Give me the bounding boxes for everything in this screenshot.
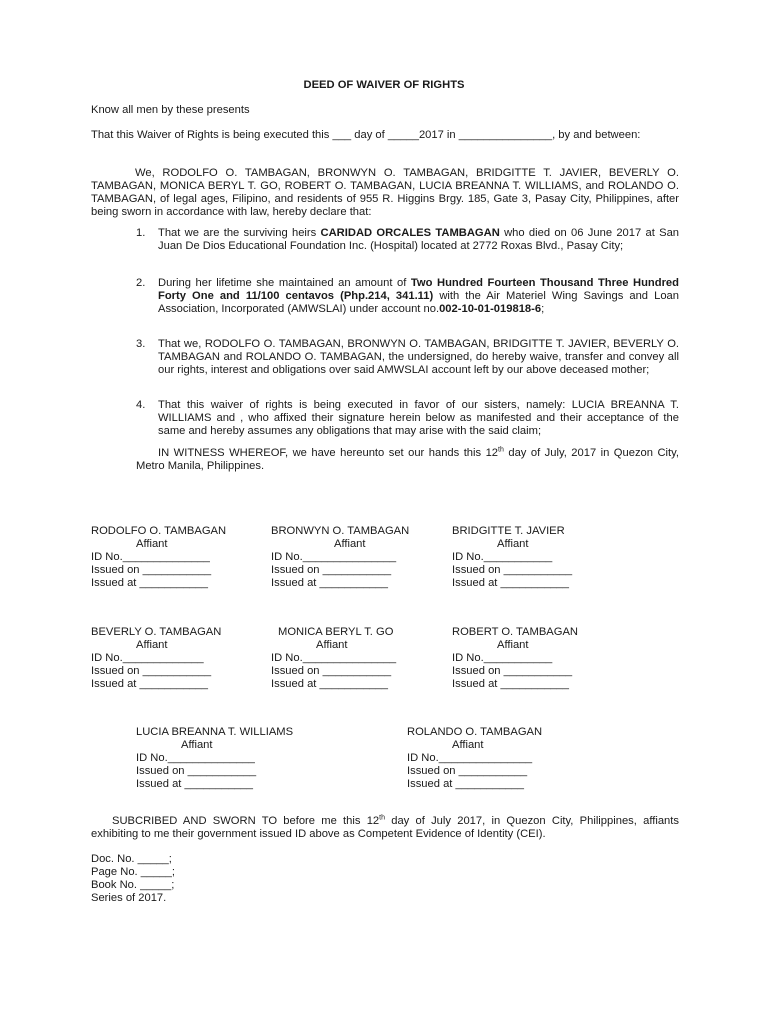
issued-at-label: Issued at xyxy=(91,577,137,589)
issued-at-blank: ___________ xyxy=(184,778,253,790)
text-run: SUBCRIBED AND SWORN TO before me this 12 xyxy=(112,815,380,827)
id-no-line xyxy=(271,652,446,665)
id-no-label: ID No. xyxy=(407,752,439,764)
id-no-line xyxy=(407,752,582,765)
id-no-blank: _____________ xyxy=(122,652,204,664)
id-no-label: ID No. xyxy=(271,652,303,664)
issued-on-label: Issued on xyxy=(91,564,140,576)
id-no-line xyxy=(452,652,627,665)
issued-on-blank: ___________ xyxy=(503,665,573,677)
affiant-label: Affiant xyxy=(136,538,168,550)
issued-at-line xyxy=(271,577,446,590)
issued-at-blank: ___________ xyxy=(500,678,569,690)
id-no-label: ID No. xyxy=(91,551,123,563)
text-run: day of July 2017, in Quezon City, Philippines, affiants exhibiting to me their government issued ID above as Competent Evidence of Identity (CEI). xyxy=(91,815,679,840)
issued-at-label: Issued at xyxy=(452,678,498,690)
issued-on-line xyxy=(452,564,627,577)
document-title: DEED OF WAIVER OF RIGHTS xyxy=(303,79,465,91)
account-number: 002-10-01-019818-6 xyxy=(439,303,542,315)
text-run: ; xyxy=(541,303,545,315)
issued-at-blank: ___________ xyxy=(139,678,208,690)
issued-at-blank: ___________ xyxy=(455,778,524,790)
issued-at-label: Issued at xyxy=(91,678,137,690)
issued-at-blank: ___________ xyxy=(139,577,208,589)
text-run: That we are the surviving heirs xyxy=(158,227,321,239)
id-no-blank: _______________ xyxy=(302,551,397,563)
affiant-label: Affiant xyxy=(497,538,529,550)
deceased-name: CARIDAD ORCALES TAMBAGAN xyxy=(320,227,500,239)
issued-at-line xyxy=(407,778,582,791)
issued-on-blank: ___________ xyxy=(187,765,257,777)
list-item-number: 1. xyxy=(136,227,146,239)
issued-at-blank: ___________ xyxy=(319,577,388,589)
issued-on-label: Issued on xyxy=(452,665,501,677)
jurat-paragraph xyxy=(91,815,679,841)
ordinal-suffix: th xyxy=(498,446,504,454)
signatory-name: MONICA BERYL T. GO xyxy=(278,626,394,638)
id-no-blank: _______________ xyxy=(302,652,397,664)
affiant-label: Affiant xyxy=(334,538,366,550)
id-no-label: ID No. xyxy=(452,551,484,563)
issued-at-line xyxy=(452,678,627,691)
notarial-register xyxy=(91,853,175,905)
page-no-line: Page No. _____; xyxy=(91,866,175,878)
issued-on-blank: ___________ xyxy=(458,765,528,777)
witness-paragraph xyxy=(136,447,679,473)
issued-on-blank: ___________ xyxy=(503,564,573,576)
id-no-blank: ___________ xyxy=(483,652,553,664)
issued-at-line xyxy=(91,678,266,691)
issued-on-line xyxy=(136,765,336,778)
execution-paragraph: That this Waiver of Rights is being executed this ___ day of _____2017 in _______________, by and between: xyxy=(91,129,641,141)
id-no-line xyxy=(271,551,446,564)
text-run: with the Air Materiel Wing Savings and Loan Association, Incorporated (AMWSLAI) under account no. xyxy=(158,290,679,315)
id-no-label: ID No. xyxy=(91,652,123,664)
text-run: day of July, 2017 in Quezon City, Metro Manila, Philippines. xyxy=(136,447,680,472)
signatory-name: BRIDGITTE T. JAVIER xyxy=(452,525,565,537)
issued-on-label: Issued on xyxy=(407,765,456,777)
issued-on-line xyxy=(91,564,266,577)
intro-line: Know all men by these presents xyxy=(91,104,250,116)
issued-at-label: Issued at xyxy=(407,778,453,790)
list-item-text xyxy=(158,227,679,253)
issued-on-label: Issued on xyxy=(452,564,501,576)
id-no-line xyxy=(452,551,627,564)
signatory-name: RODOLFO O. TAMBAGAN xyxy=(91,525,227,537)
signatory-name: BRONWYN O. TAMBAGAN xyxy=(271,525,410,537)
issued-on-line xyxy=(452,665,627,678)
issued-at-label: Issued at xyxy=(136,778,182,790)
doc-no-line: Doc. No. _____; xyxy=(91,853,172,865)
affiant-label: Affiant xyxy=(316,639,348,651)
list-item-number: 4. xyxy=(136,399,146,411)
signature-block-robert xyxy=(452,626,627,691)
id-no-blank: ______________ xyxy=(122,551,210,563)
issued-at-label: Issued at xyxy=(452,577,498,589)
amount-text: Two Hundred Fourteen Thousand Three Hundred Forty One and 11/100 centavos (Php.214, 341.11) xyxy=(158,277,679,302)
list-item-number: 3. xyxy=(136,338,146,350)
declaration-paragraph: We, RODOLFO O. TAMBAGAN, BRONWYN O. TAMBAGAN, BRIDGITTE T. JAVIER, BEVERLY O. TAMBAGAN, MONICA BERYL T. GO, ROBERT O. TAMBAGAN, LUCIA BREANNA T. WILLIAMS, and ROLANDO O. TAMBAGAN, of legal ages, Filipino, and residents of 955 R. Higgins Brgy. 185, Gate 3, Pasay City, Philippines, after being sworn in accordance with law, hereby declare that: xyxy=(91,167,679,218)
signature-block-bronwyn xyxy=(271,525,446,590)
issued-at-line xyxy=(271,678,446,691)
issued-on-blank: ___________ xyxy=(142,665,212,677)
issued-at-label: Issued at xyxy=(271,678,317,690)
issued-on-blank: ___________ xyxy=(322,564,392,576)
text-run: During her lifetime she maintained an amount of xyxy=(158,277,411,289)
id-no-line xyxy=(136,752,336,765)
affiant-label: Affiant xyxy=(136,639,168,651)
issued-at-blank: ___________ xyxy=(319,678,388,690)
signature-block-rolando xyxy=(407,726,582,791)
issued-on-blank: ___________ xyxy=(322,665,392,677)
affiant-label: Affiant xyxy=(181,739,213,751)
issued-at-line xyxy=(136,778,336,791)
issued-on-label: Issued on xyxy=(271,665,320,677)
affiant-label: Affiant xyxy=(497,639,529,651)
list-item-text: That this waiver of rights is being executed in favor of our sisters, namely: LUCIA BREANNA T. WILLIAMS and , who affixed their signature herein below as manifested and their acceptance of the same and hereby assumes any obligations that may arise with the said claim; xyxy=(158,399,679,437)
series-line: Series of 2017. xyxy=(91,892,167,904)
signatory-name: ROBERT O. TAMBAGAN xyxy=(452,626,578,638)
signature-block-monica xyxy=(271,626,446,691)
signature-block-rodolfo xyxy=(91,525,266,590)
issued-on-blank: ___________ xyxy=(142,564,212,576)
issued-on-line xyxy=(271,564,446,577)
affiant-label: Affiant xyxy=(452,739,484,751)
list-item-number: 2. xyxy=(136,277,146,289)
signatory-name: ROLANDO O. TAMBAGAN xyxy=(407,726,543,738)
id-no-blank: ___________ xyxy=(483,551,553,563)
issued-on-line xyxy=(91,665,266,678)
issued-on-label: Issued on xyxy=(271,564,320,576)
id-no-blank: _______________ xyxy=(438,752,533,764)
text-run: who died on 06 June 2017 at San Juan De Dios Educational Foundation Inc. (Hospital) located at 2772 Roxas Blvd., Pasay City; xyxy=(158,227,680,252)
issued-on-label: Issued on xyxy=(136,765,185,777)
issued-at-blank: ___________ xyxy=(500,577,569,589)
signatory-name: LUCIA BREANNA T. WILLIAMS xyxy=(136,726,294,738)
list-item-text: That we, RODOLFO O. TAMBAGAN, BRONWYN O. TAMBAGAN, BRIDGITTE T. JAVIER, BEVERLY O. TAMBAGAN and ROLANDO O. TAMBAGAN, the undersigned, do hereby waive, transfer and convey all our rights, interest and obligations over said AMWSLAI account left by our above deceased mother; xyxy=(158,338,679,376)
signature-block-beverly xyxy=(91,626,266,691)
list-item-text xyxy=(158,277,679,316)
issued-at-line xyxy=(91,577,266,590)
book-no-line: Book No. _____; xyxy=(91,879,175,891)
issued-on-label: Issued on xyxy=(91,665,140,677)
id-no-label: ID No. xyxy=(136,752,168,764)
id-no-line xyxy=(91,551,266,564)
id-no-label: ID No. xyxy=(452,652,484,664)
signature-block-bridgitte xyxy=(452,525,627,590)
issued-on-line xyxy=(271,665,446,678)
issued-on-line xyxy=(407,765,582,778)
text-run: IN WITNESS WHEREOF, we have hereunto set our hands this 12 xyxy=(158,447,499,459)
issued-at-label: Issued at xyxy=(271,577,317,589)
id-no-label: ID No. xyxy=(271,551,303,563)
signatory-name: BEVERLY O. TAMBAGAN xyxy=(91,626,222,638)
signature-block-lucia xyxy=(136,726,336,791)
ordinal-suffix: th xyxy=(379,814,385,822)
id-no-line xyxy=(91,652,266,665)
id-no-blank: ______________ xyxy=(167,752,255,764)
issued-at-line xyxy=(452,577,627,590)
